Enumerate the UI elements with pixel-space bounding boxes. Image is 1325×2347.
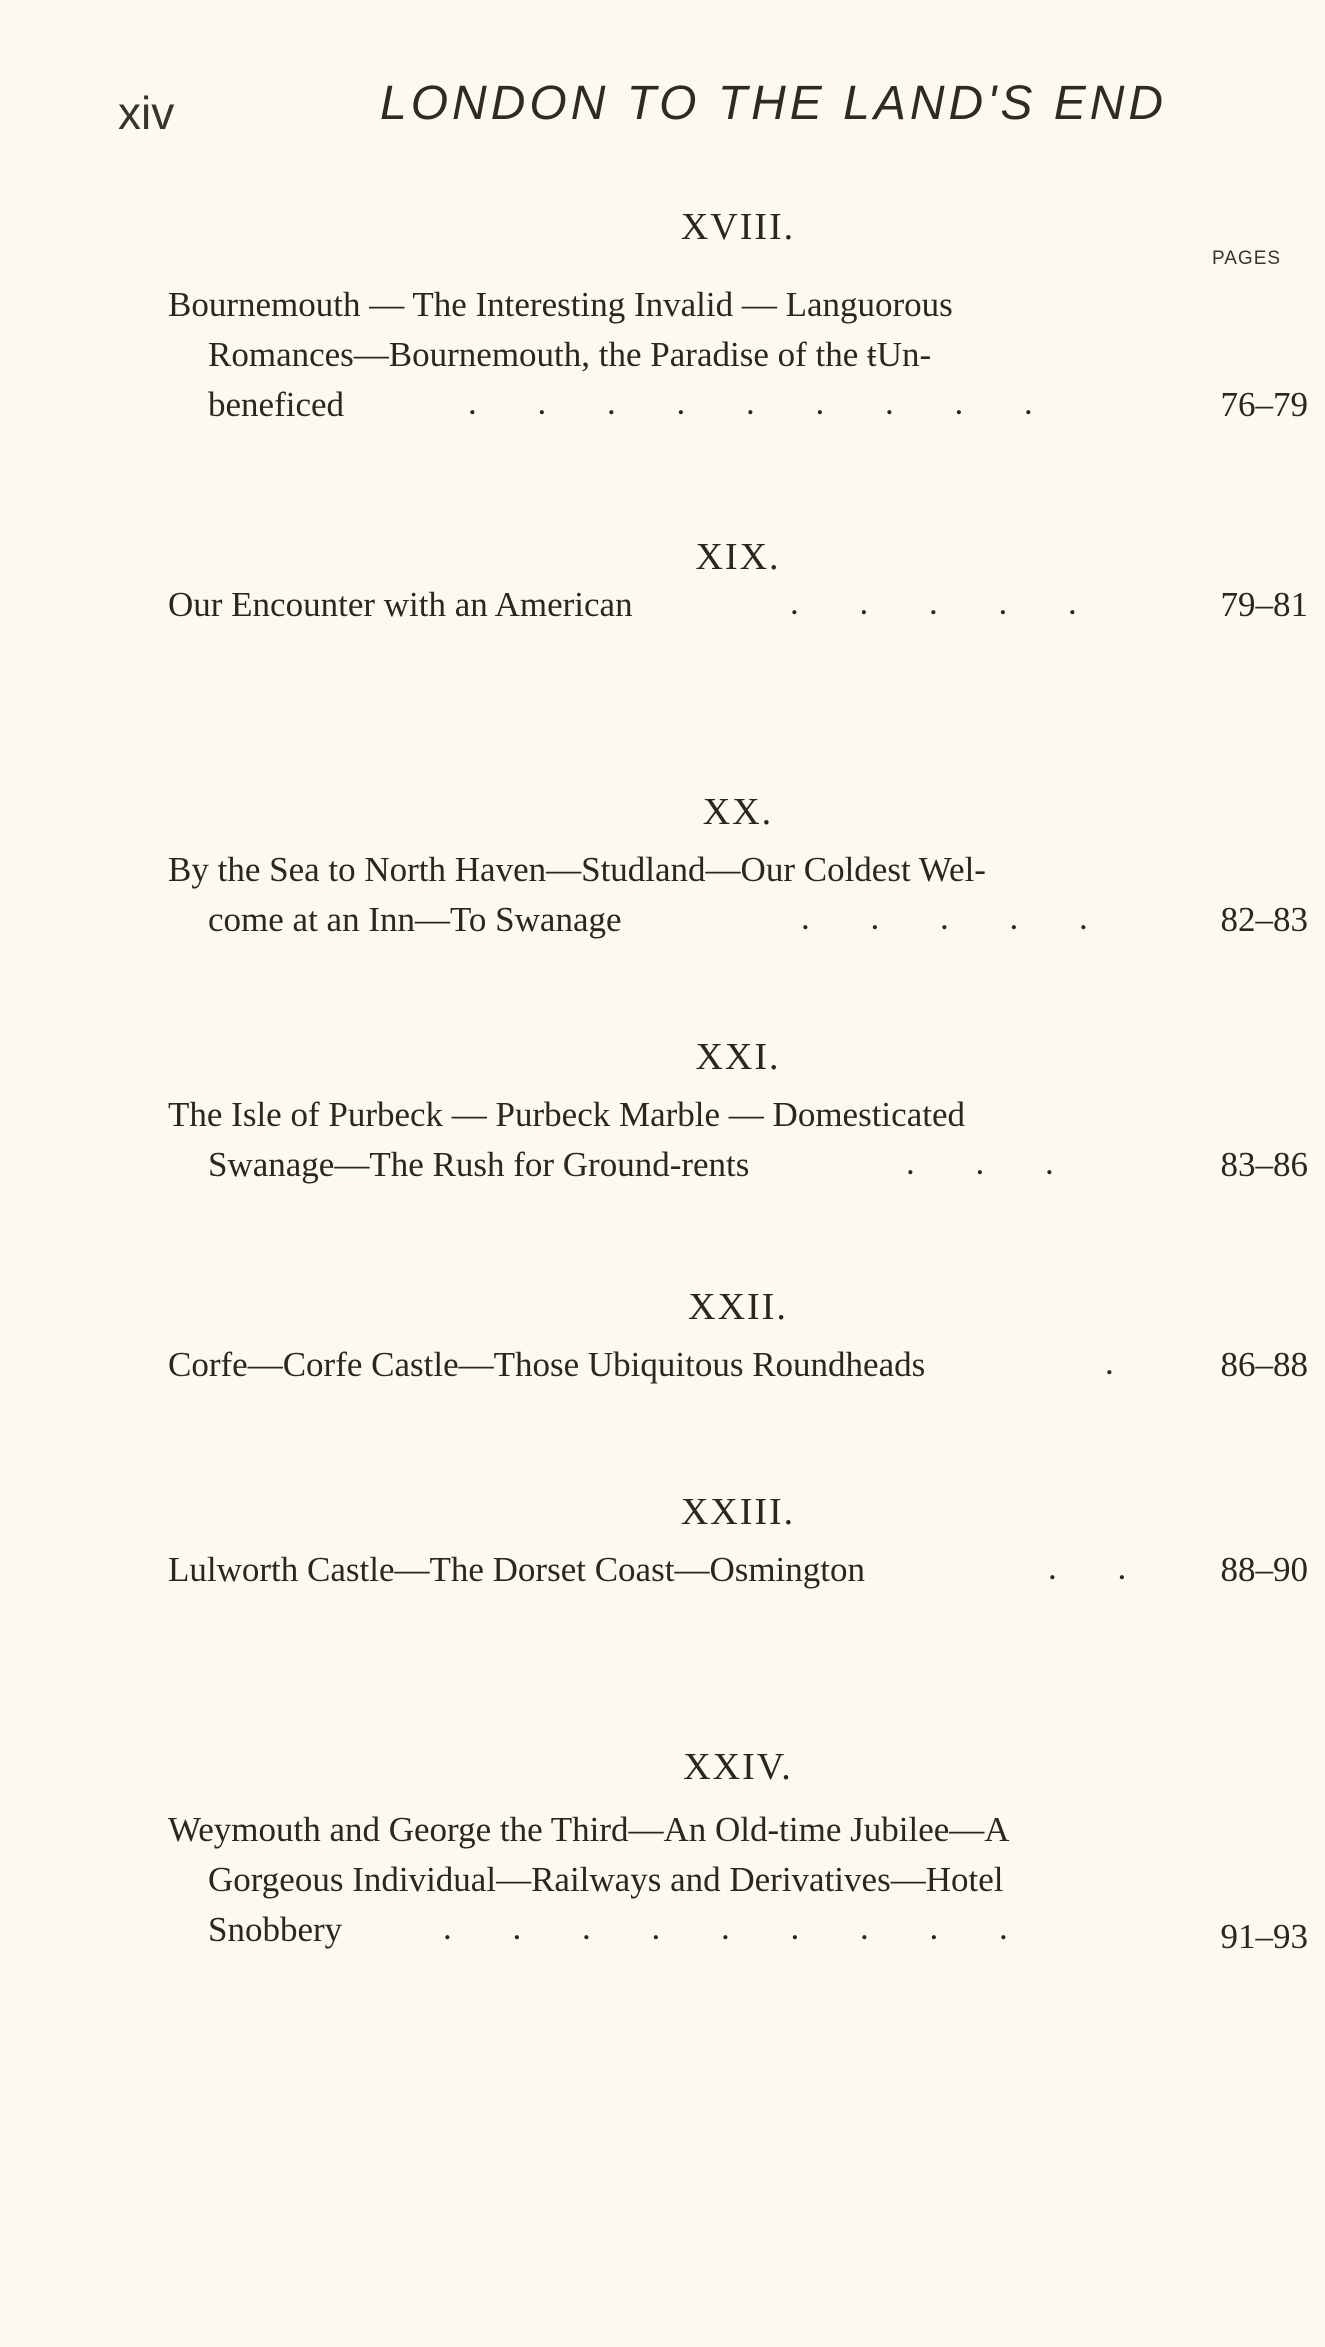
chapter-line: Gorgeous Individual—Railways and Derivatives—Hotel: [208, 1860, 1004, 1899]
page-range: 82–83: [1220, 900, 1308, 939]
pages-column-label: PAGES: [1212, 248, 1282, 269]
running-title: LONDON TO THE LAND'S END: [380, 77, 1168, 130]
chapter-entry: [168, 1035, 1308, 1215]
page-range: 76–79: [1220, 385, 1308, 424]
chapter-numeral: XIX.: [695, 536, 781, 578]
dot-leader: . .: [1048, 1548, 1153, 1587]
dot-leader: . . . . .: [790, 583, 1103, 622]
chapter-entry: [168, 1490, 1308, 1620]
dot-leader: . . . . . . . . .: [443, 1908, 1034, 1947]
chapter-line: By the Sea to North Haven—Studland—Our Coldest Wel-: [168, 850, 986, 889]
chapter-line: Lulworth Castle—The Dorset Coast—Osmington: [168, 1550, 866, 1589]
page-range: 86–88: [1220, 1345, 1308, 1384]
chapter-numeral: XXI.: [695, 1036, 781, 1078]
dot-leader: .: [1105, 1343, 1140, 1382]
chapter-line: Corfe—Corfe Castle—Those Ubiquitous Roundheads: [168, 1345, 926, 1384]
page-range: 88–90: [1220, 1550, 1308, 1589]
dot-leader: . . . . .: [801, 898, 1114, 937]
chapter-line: beneficed: [208, 385, 345, 424]
chapter-line: Our Encounter with an American: [168, 585, 633, 624]
chapter-line: Snobbery: [208, 1910, 343, 1949]
page-number: xiv: [118, 87, 175, 139]
chapter-numeral: XXII.: [688, 1286, 788, 1328]
chapter-numeral: XXIII.: [680, 1491, 796, 1533]
page-range: 91–93: [1220, 1917, 1308, 1956]
chapter-line: Weymouth and George the Third—An Old-time Jubilee—A: [168, 1810, 1010, 1849]
chapter-numeral: XXIV.: [683, 1746, 793, 1788]
dot-leader: . . .: [906, 1143, 1080, 1182]
dot-leader: . . . . . . . . .: [468, 383, 1059, 422]
chapter-line: Romances—Bournemouth, the Paradise of the ŧUn-: [208, 335, 932, 374]
chapter-entry: [168, 790, 1308, 970]
chapter-entry: [168, 1285, 1308, 1415]
chapter-line: come at an Inn—To Swanage: [208, 900, 622, 939]
chapter-entry: [168, 205, 1308, 445]
page-range: 79–81: [1220, 585, 1308, 624]
chapter-line: The Isle of Purbeck — Purbeck Marble — Domesticated: [168, 1095, 965, 1134]
chapter-numeral: XX.: [702, 791, 774, 833]
chapter-line: Bournemouth — The Interesting Invalid — Languorous: [168, 285, 953, 324]
chapter-entry: [168, 1745, 1308, 1985]
page-range: 83–86: [1220, 1145, 1308, 1184]
chapter-numeral: XVIII.: [680, 206, 796, 248]
chapter-line: Swanage—The Rush for Ground-rents: [208, 1145, 750, 1184]
chapter-entry: [168, 535, 1308, 665]
